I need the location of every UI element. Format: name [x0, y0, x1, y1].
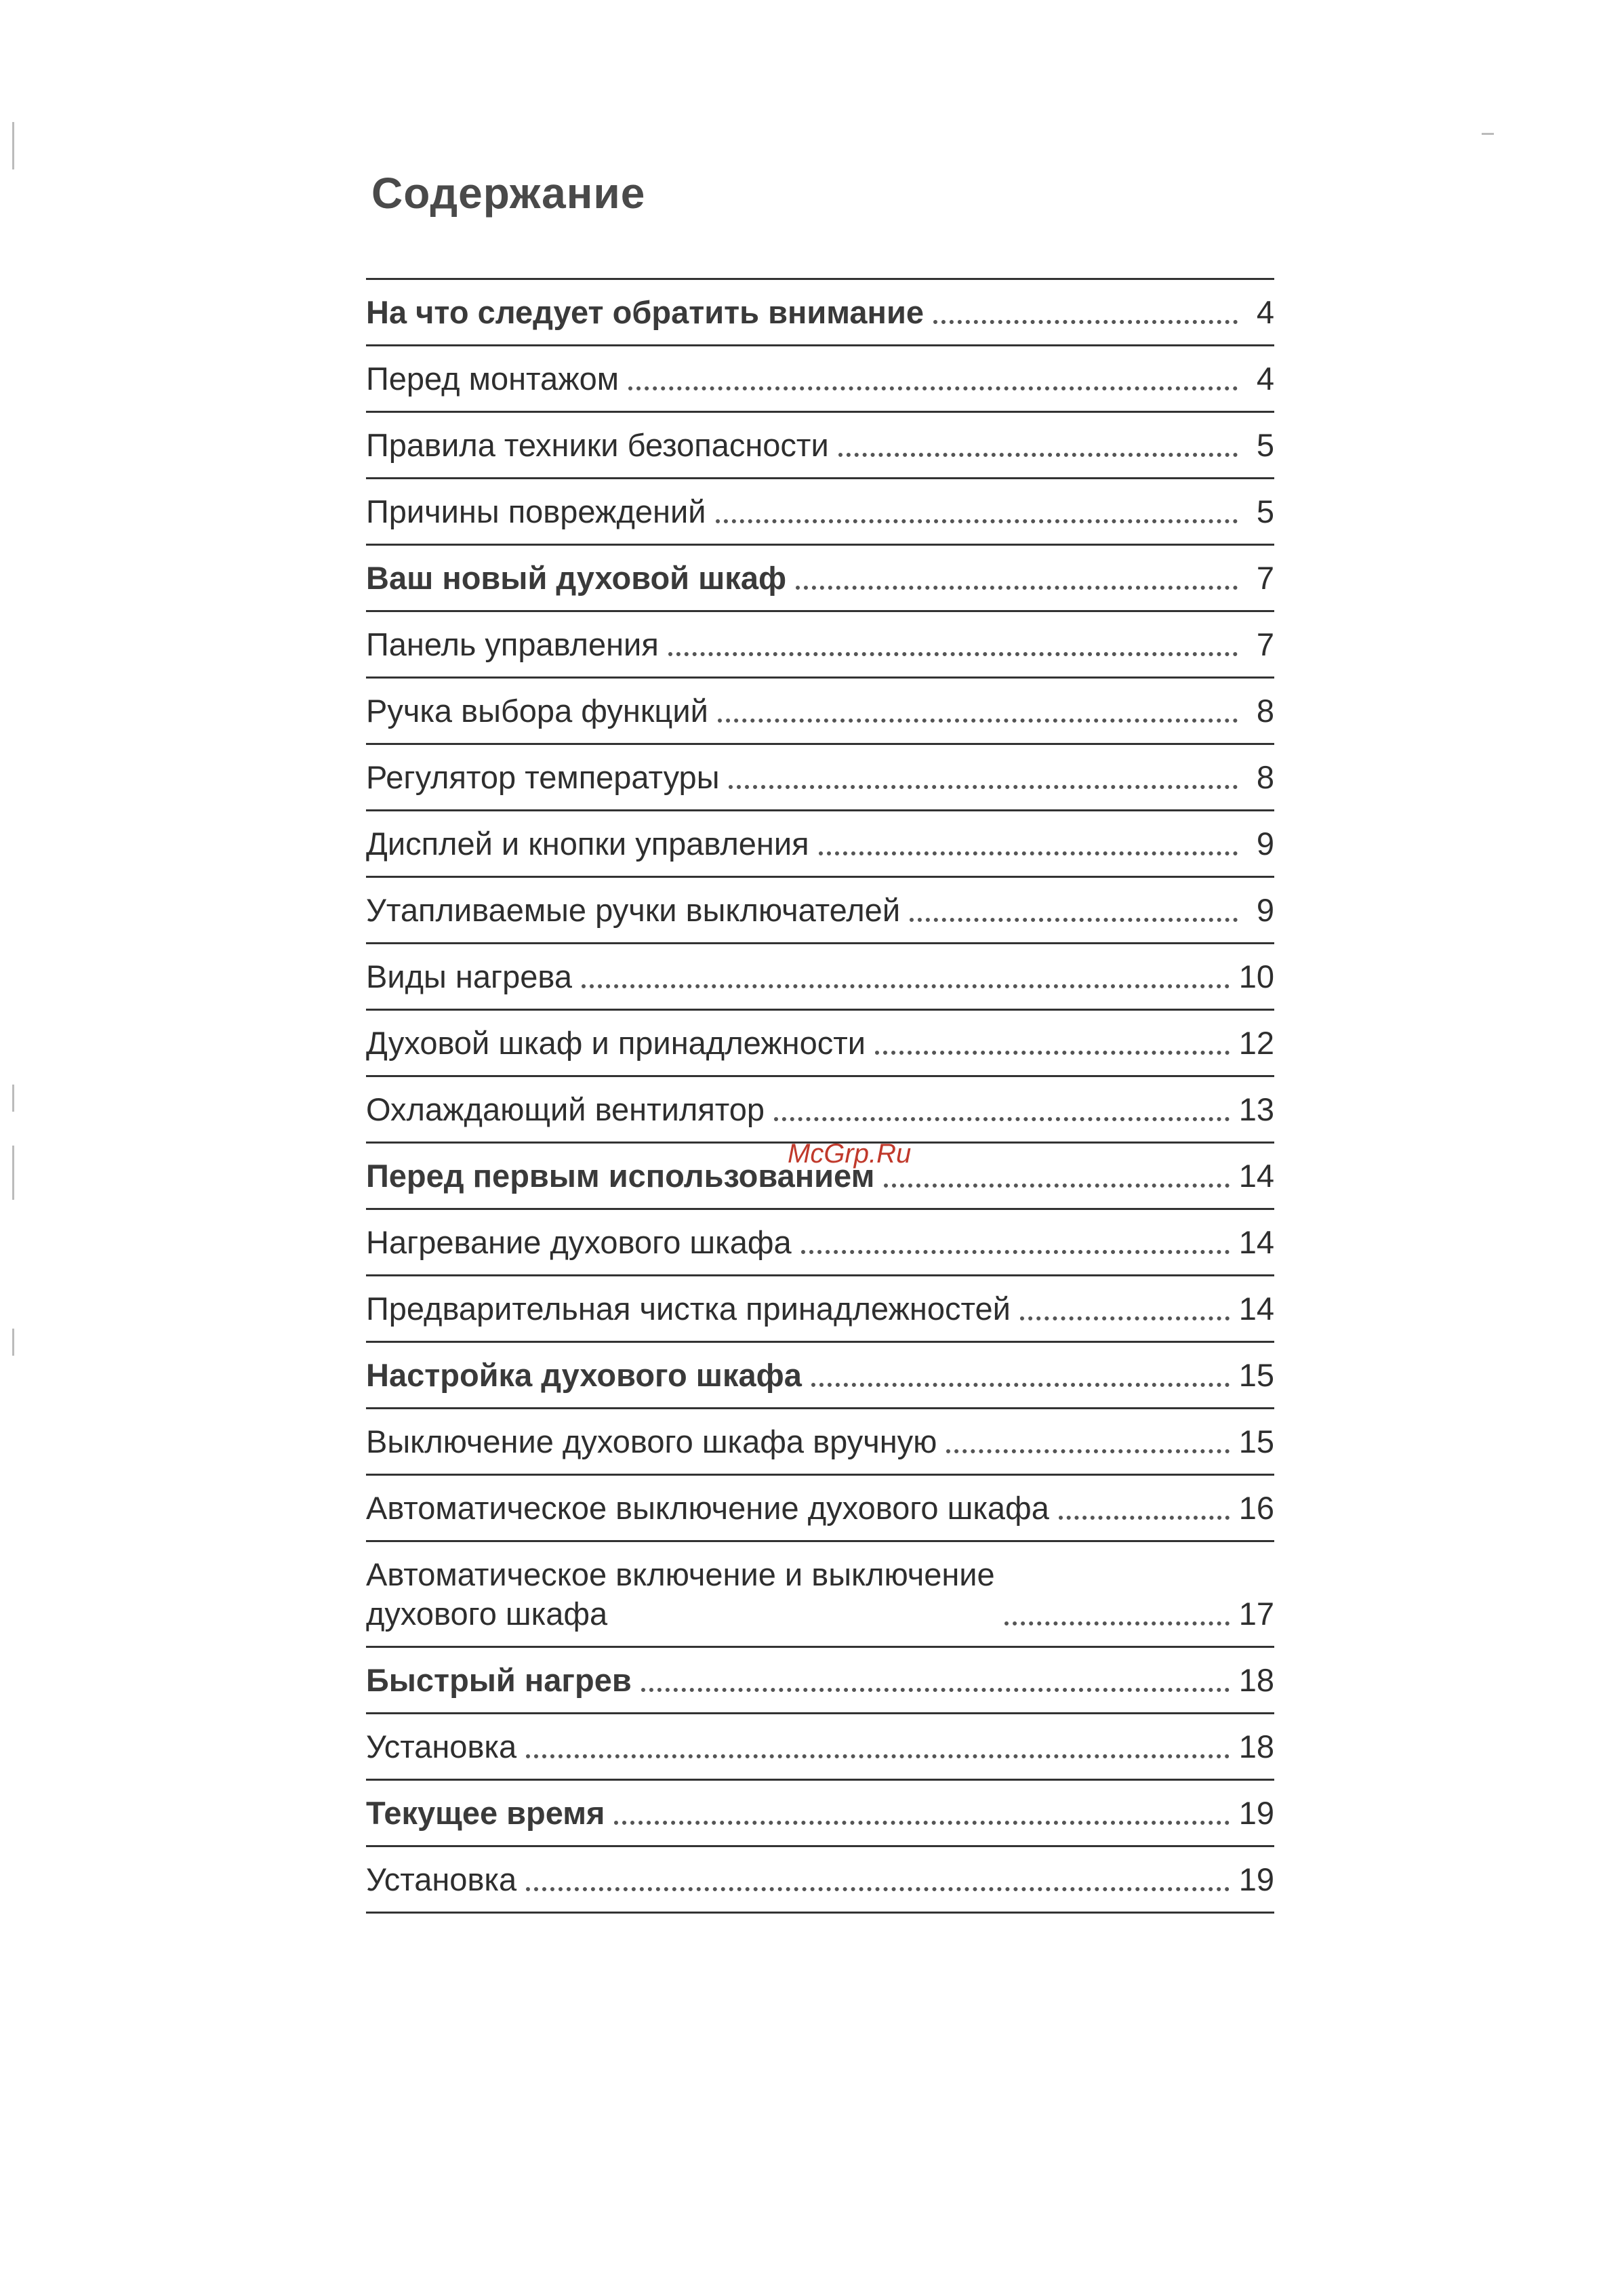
toc-page: 18 [1238, 1729, 1274, 1764]
toc-row [366, 280, 1274, 346]
toc-page: 5 [1256, 493, 1274, 529]
toc-label: Ваш новый духовой шкаф [366, 560, 787, 596]
toc-page: 17 [1238, 1596, 1274, 1632]
toc-label: Установка [366, 1861, 517, 1897]
toc-row [366, 878, 1274, 944]
toc-page: 5 [1256, 427, 1274, 463]
toc-leader [774, 1117, 1230, 1121]
toc-page: 19 [1238, 1795, 1274, 1831]
toc-label: Панель управления [366, 626, 659, 662]
toc-label: Перед первым использованием [366, 1158, 875, 1194]
toc-leader [716, 519, 1238, 523]
toc-row [366, 1409, 1274, 1476]
toc-label: Дисплей и кнопки управления [366, 826, 809, 862]
toc-row [366, 745, 1274, 811]
toc-page: 14 [1238, 1224, 1274, 1260]
toc-row [366, 1077, 1274, 1144]
toc-label: Охлаждающий вентилятор [366, 1091, 765, 1127]
watermark: McGrp.Ru [788, 1139, 912, 1169]
toc-page: 7 [1256, 626, 1274, 662]
toc-leader [884, 1184, 1229, 1188]
toc-page: 19 [1238, 1861, 1274, 1897]
toc-leader [526, 1754, 1230, 1758]
toc-leader [1020, 1316, 1230, 1320]
toc-page: 4 [1256, 294, 1274, 330]
toc-leader [718, 719, 1238, 723]
toc-label: Предварительная чистка принадлежностей [366, 1291, 1011, 1327]
toc-page: 15 [1238, 1357, 1274, 1393]
scan-mark [12, 1146, 14, 1200]
toc-label: Утапливаемые ручки выключателей [366, 892, 901, 928]
toc-leader [668, 652, 1238, 656]
toc-label: Перед монтажом [366, 361, 620, 397]
toc-leader [838, 453, 1238, 457]
toc-label: На что следует обратить внимание [366, 294, 924, 330]
toc-leader [933, 320, 1238, 324]
toc-leader [801, 1250, 1230, 1254]
scan-mark [12, 1329, 14, 1356]
scan-mark [1482, 133, 1494, 135]
toc-page: 9 [1256, 892, 1274, 928]
toc-label: Текущее время [366, 1795, 605, 1831]
toc-leader [946, 1449, 1229, 1453]
toc-leader [875, 1051, 1230, 1055]
toc-page: 8 [1256, 759, 1274, 795]
toc-row [366, 479, 1274, 546]
scan-mark [12, 122, 14, 169]
toc-label: Нагревание духового шкафа [366, 1224, 792, 1260]
toc-label: Причины повреждений [366, 493, 706, 529]
toc-leader [628, 386, 1238, 390]
scan-mark [12, 1085, 14, 1112]
toc-row [366, 1343, 1274, 1409]
toc-row [366, 1714, 1274, 1781]
toc-row [366, 1648, 1274, 1714]
toc-leader [1004, 1621, 1230, 1625]
toc-row [366, 1542, 1274, 1648]
toc-leader [526, 1887, 1230, 1891]
toc-leader [796, 586, 1238, 590]
toc-page: 4 [1256, 361, 1274, 397]
toc-row [366, 679, 1274, 745]
toc-page: 9 [1256, 826, 1274, 862]
page-title: Содержание [371, 169, 646, 218]
toc-label: Регулятор температуры [366, 759, 720, 795]
toc-label: Настройка духового шкафа [366, 1357, 802, 1393]
toc-label: Быстрый нагрев [366, 1662, 632, 1698]
toc-page: 7 [1256, 560, 1274, 596]
toc-row [366, 811, 1274, 878]
toc-row [366, 1210, 1274, 1276]
toc-row [366, 944, 1274, 1011]
toc-row [366, 1781, 1274, 1847]
toc-row [366, 1476, 1274, 1542]
toc-row [366, 546, 1274, 612]
toc-label: Установка [366, 1729, 517, 1764]
toc-row [366, 1276, 1274, 1343]
toc-row [366, 1011, 1274, 1077]
toc-leader [811, 1383, 1230, 1387]
toc-page: 14 [1238, 1291, 1274, 1327]
table-of-contents [366, 278, 1274, 1914]
toc-label: Духовой шкаф и принадлежности [366, 1025, 866, 1061]
toc-page: 18 [1238, 1662, 1274, 1698]
toc-page: 10 [1238, 958, 1274, 994]
toc-label: Правила техники безопасности [366, 427, 829, 463]
toc-label: Автоматическое включение и выключение духового шкафа [366, 1556, 995, 1632]
toc-page: 16 [1238, 1490, 1274, 1526]
toc-label: Выключение духового шкафа вручную [366, 1423, 937, 1459]
toc-leader [819, 851, 1238, 855]
toc-row [366, 346, 1274, 413]
toc-leader [1059, 1516, 1230, 1520]
toc-page: 15 [1238, 1423, 1274, 1459]
toc-leader [729, 785, 1238, 789]
toc-row [366, 612, 1274, 679]
toc-leader [614, 1821, 1229, 1825]
toc-leader [641, 1688, 1230, 1692]
toc-page: 14 [1238, 1158, 1274, 1194]
toc-page: 8 [1256, 693, 1274, 729]
toc-leader [582, 984, 1230, 988]
toc-leader [910, 918, 1238, 922]
toc-row [366, 413, 1274, 479]
toc-label: Виды нагрева [366, 958, 572, 994]
toc-page: 12 [1238, 1025, 1274, 1061]
toc-row [366, 1847, 1274, 1914]
toc-label: Ручка выбора функций [366, 693, 708, 729]
toc-label: Автоматическое выключение духового шкафа [366, 1490, 1049, 1526]
toc-page: 13 [1238, 1091, 1274, 1127]
